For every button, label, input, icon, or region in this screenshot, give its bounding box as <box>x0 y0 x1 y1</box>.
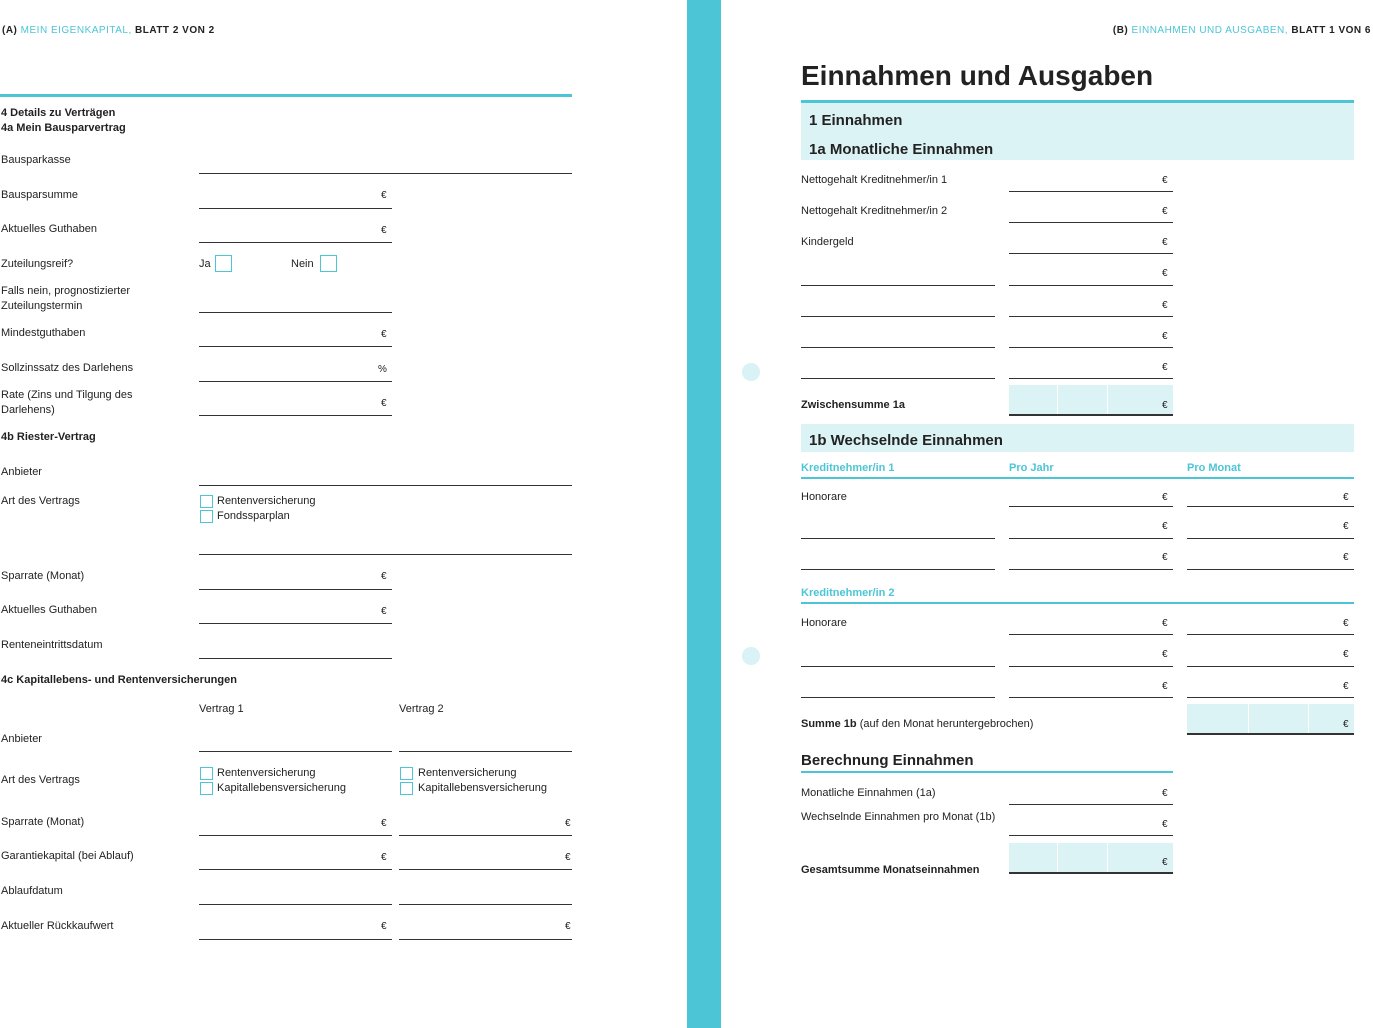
euro-sign: € <box>1343 492 1349 503</box>
binder-hole <box>742 363 760 381</box>
aktuelles-guthaben-2-label: Aktuelles Guthaben <box>1 604 98 616</box>
page-title: Einnahmen und Ausgaben <box>801 60 1154 91</box>
honorare-jahr-field[interactable] <box>1009 506 1173 507</box>
ablaufdatum-vertrag-2-field[interactable] <box>399 904 572 905</box>
berechnung-heading: Berechnung Einnahmen <box>801 752 974 769</box>
v1-rentenversicherung-checkbox[interactable] <box>200 767 213 780</box>
custom-income-value-field[interactable] <box>1009 378 1173 379</box>
kreditnehmer-1-rule <box>801 477 1354 479</box>
left-page-header: (A) MEIN EIGENKAPITAL, BLATT 2 VON 2 <box>2 25 215 36</box>
custom-label-field[interactable] <box>801 569 995 570</box>
euro-sign: € <box>1343 649 1349 660</box>
left-top-rule <box>0 94 572 97</box>
euro-sign: € <box>1162 268 1168 279</box>
euro-sign: € <box>381 190 387 201</box>
jahr-field[interactable] <box>1009 666 1173 667</box>
euro-sign: € <box>1162 521 1168 532</box>
nettogehalt-1-label: Nettogehalt Kreditnehmer/in 1 <box>801 174 948 186</box>
bausparsumme-label: Bausparsumme <box>1 189 79 201</box>
euro-sign: € <box>1162 857 1168 868</box>
sparrate-field[interactable] <box>199 589 392 590</box>
rentenversicherung-checkbox[interactable] <box>200 495 213 508</box>
euro-sign: € <box>1162 206 1168 217</box>
rueckkaufwert-vertrag-2-field[interactable] <box>399 939 572 940</box>
garantiekapital-vertrag-2-field[interactable] <box>399 869 572 870</box>
bausparkasse-label: Bausparkasse <box>1 154 71 166</box>
euro-sign: € <box>1162 788 1168 799</box>
euro-sign: € <box>1343 618 1349 629</box>
zwischensumme-label: Zwischensumme 1a <box>801 399 905 411</box>
euro-sign: € <box>1162 492 1168 503</box>
honorare-2-monat-field[interactable] <box>1187 634 1354 635</box>
section-4a-heading: 4a Mein Bausparvertrag <box>1 122 126 134</box>
euro-sign: € <box>381 225 387 236</box>
berechnung-rule <box>801 771 1173 773</box>
custom-income-value-field[interactable] <box>1009 316 1173 317</box>
art-des-vertrags-label: Art des Vertrags <box>1 495 80 507</box>
custom-label-field[interactable] <box>801 666 995 667</box>
mindestguthaben-label: Mindestguthaben <box>1 327 86 339</box>
v2-kapitallebensversicherung-checkbox[interactable] <box>400 782 413 795</box>
nettogehalt-1-field[interactable] <box>1009 191 1173 192</box>
section-4c-heading: 4c Kapitallebens- und Rentenversicherungen <box>1 674 237 686</box>
rate-field[interactable] <box>199 415 392 416</box>
art-des-vertrags-4c-label: Art des Vertrags <box>1 774 80 786</box>
euro-sign: € <box>565 852 571 863</box>
nein-label: Nein <box>291 258 314 270</box>
zwischensumme-field[interactable] <box>1009 385 1173 416</box>
art-des-vertrags-field[interactable] <box>199 554 572 555</box>
wechselnde-einnahmen-field[interactable] <box>1009 835 1173 836</box>
ablaufdatum-label: Ablaufdatum <box>1 885 63 897</box>
euro-sign: € <box>565 818 571 829</box>
v2-rentenversicherung-checkbox[interactable] <box>400 767 413 780</box>
garantiekapital-label: Garantiekapital (bei Ablauf) <box>1 850 134 862</box>
euro-sign: € <box>381 329 387 340</box>
aktuelles-guthaben-label: Aktuelles Guthaben <box>1 223 98 235</box>
percent-sign: % <box>378 364 387 375</box>
custom-label-field[interactable] <box>801 538 995 539</box>
sollzinssatz-label: Sollzinssatz des Darlehens <box>1 362 134 374</box>
honorare-monat-field[interactable] <box>1187 506 1354 507</box>
garantiekapital-vertrag-1-field[interactable] <box>199 869 392 870</box>
renteneintrittsdatum-label: Renteneintrittsdatum <box>1 639 103 651</box>
sparrate-4c-label: Sparrate (Monat) <box>1 816 85 828</box>
kreditnehmer-1-column: Kreditnehmer/in 1 <box>801 462 895 474</box>
kindergeld-label: Kindergeld <box>801 236 854 248</box>
custom-income-label-field[interactable] <box>801 347 995 348</box>
zuteilungstermin-field[interactable] <box>199 312 392 313</box>
jahr-field[interactable] <box>1009 697 1173 698</box>
euro-sign: € <box>1162 552 1168 563</box>
euro-sign: € <box>1343 552 1349 563</box>
right-page-header: (B) EINNAHMEN UND AUSGABEN, BLATT 1 VON 6 <box>1112 25 1371 36</box>
ja-label: Ja <box>199 258 211 270</box>
honorare-2-label: Honorare <box>801 617 847 629</box>
summe-1b-label: Summe 1b (auf den Monat heruntergebrochen) <box>801 718 1034 730</box>
fondssparplan-label: Fondssparplan <box>217 510 290 522</box>
kindergeld-field[interactable] <box>1009 253 1173 254</box>
sparrate-label: Sparrate (Monat) <box>1 570 85 582</box>
vertrag-2-heading: Vertrag 2 <box>399 703 444 715</box>
euro-sign: € <box>381 852 387 863</box>
ja-checkbox[interactable] <box>215 255 232 272</box>
euro-sign: € <box>381 571 387 582</box>
vertrag-1-heading: Vertrag 1 <box>199 703 244 715</box>
nettogehalt-2-label: Nettogehalt Kreditnehmer/in 2 <box>801 205 948 217</box>
custom-income-label-field[interactable] <box>801 316 995 317</box>
euro-sign: € <box>1343 681 1349 692</box>
custom-income-value-field[interactable] <box>1009 347 1173 348</box>
sparrate-vertrag-2-field[interactable] <box>399 835 572 836</box>
section-1a-heading: 1a Monatliche Einnahmen <box>809 141 994 158</box>
euro-sign: € <box>381 818 387 829</box>
v2-kapitallebensversicherung-label: Kapitallebensversicherung <box>418 782 548 794</box>
aktuelles-guthaben-2-field[interactable] <box>199 623 392 624</box>
sollzinssatz-field[interactable] <box>199 381 392 382</box>
custom-label-field[interactable] <box>801 697 995 698</box>
ablaufdatum-vertrag-1-field[interactable] <box>199 904 392 905</box>
euro-sign: € <box>1162 618 1168 629</box>
anbieter-field[interactable] <box>199 485 572 486</box>
gesamtsumme-label: Gesamtsumme Monatseinnahmen <box>801 864 980 876</box>
monat-field[interactable] <box>1187 697 1354 698</box>
rate-label: Rate (Zins und Tilgung des Darlehens) <box>1 389 133 416</box>
kreditnehmer-2-rule <box>801 602 1354 604</box>
pro-jahr-column: Pro Jahr <box>1009 462 1054 474</box>
binder-spine <box>687 0 721 1028</box>
v1-kapitallebensversicherung-checkbox[interactable] <box>200 782 213 795</box>
anbieter-vertrag-2-field[interactable] <box>399 751 572 752</box>
euro-sign: € <box>381 921 387 932</box>
anbieter-label: Anbieter <box>1 466 42 478</box>
zuteilungstermin-label: Falls nein, prognostizierter Zuteilungstermin <box>1 285 131 312</box>
euro-sign: € <box>1162 331 1168 342</box>
honorare-label: Honorare <box>801 491 847 503</box>
bausparsumme-field[interactable] <box>199 208 392 209</box>
aktuelles-guthaben-field[interactable] <box>199 242 392 243</box>
section-1b-heading: 1b Wechselnde Einnahmen <box>809 432 1003 449</box>
rentenversicherung-label: Rentenversicherung <box>217 495 316 507</box>
mindestguthaben-field[interactable] <box>199 346 392 347</box>
nettogehalt-2-field[interactable] <box>1009 222 1173 223</box>
honorare-2-jahr-field[interactable] <box>1009 634 1173 635</box>
euro-sign: € <box>1162 819 1168 830</box>
jahr-field[interactable] <box>1009 538 1173 539</box>
pro-monat-column: Pro Monat <box>1187 462 1241 474</box>
renteneintrittsdatum-field[interactable] <box>199 658 392 659</box>
euro-sign: € <box>1162 362 1168 373</box>
euro-sign: € <box>1162 400 1168 411</box>
monatliche-einnahmen-label: Monatliche Einnahmen (1a) <box>801 787 936 799</box>
section-1-heading: 1 Einnahmen <box>809 112 903 129</box>
v1-kapitallebensversicherung-label: Kapitallebensversicherung <box>217 782 347 794</box>
monatliche-einnahmen-field[interactable] <box>1009 804 1173 805</box>
euro-sign: € <box>1343 521 1349 532</box>
monat-field[interactable] <box>1187 538 1354 539</box>
euro-sign: € <box>565 921 571 932</box>
euro-sign: € <box>1343 719 1349 730</box>
summe-1b-field[interactable] <box>1187 704 1354 735</box>
jahr-field[interactable] <box>1009 569 1173 570</box>
nein-checkbox[interactable] <box>320 255 337 272</box>
euro-sign: € <box>1162 175 1168 186</box>
custom-income-label-field[interactable] <box>801 378 995 379</box>
rueckkaufwert-vertrag-1-field[interactable] <box>199 939 392 940</box>
v2-rentenversicherung-label: Rentenversicherung <box>418 767 517 779</box>
custom-income-label-field[interactable] <box>801 285 995 286</box>
section-4-heading: 4 Details zu Verträgen <box>1 107 116 119</box>
wechselnde-einnahmen-label: Wechselnde Einnahmen pro Monat (1b) <box>801 811 996 823</box>
anbieter-4c-label: Anbieter <box>1 733 42 745</box>
euro-sign: € <box>381 398 387 409</box>
gesamtsumme-field[interactable] <box>1009 843 1173 874</box>
binder-hole <box>742 647 760 665</box>
anbieter-vertrag-1-field[interactable] <box>199 751 392 752</box>
custom-income-value-field[interactable] <box>1009 285 1173 286</box>
monat-field[interactable] <box>1187 569 1354 570</box>
euro-sign: € <box>1162 649 1168 660</box>
sparrate-vertrag-1-field[interactable] <box>199 835 392 836</box>
euro-sign: € <box>1162 237 1168 248</box>
zuteilungsreif-label: Zuteilungsreif? <box>1 258 74 270</box>
monat-field[interactable] <box>1187 666 1354 667</box>
bausparkasse-field[interactable] <box>199 173 572 174</box>
fondssparplan-checkbox[interactable] <box>200 510 213 523</box>
rueckkaufwert-label: Aktueller Rückkaufwert <box>1 920 114 932</box>
euro-sign: € <box>1162 300 1168 311</box>
section-4b-heading: 4b Riester-Vertrag <box>1 431 96 443</box>
euro-sign: € <box>381 606 387 617</box>
euro-sign: € <box>1162 681 1168 692</box>
kreditnehmer-2-column: Kreditnehmer/in 2 <box>801 587 895 599</box>
v1-rentenversicherung-label: Rentenversicherung <box>217 767 316 779</box>
